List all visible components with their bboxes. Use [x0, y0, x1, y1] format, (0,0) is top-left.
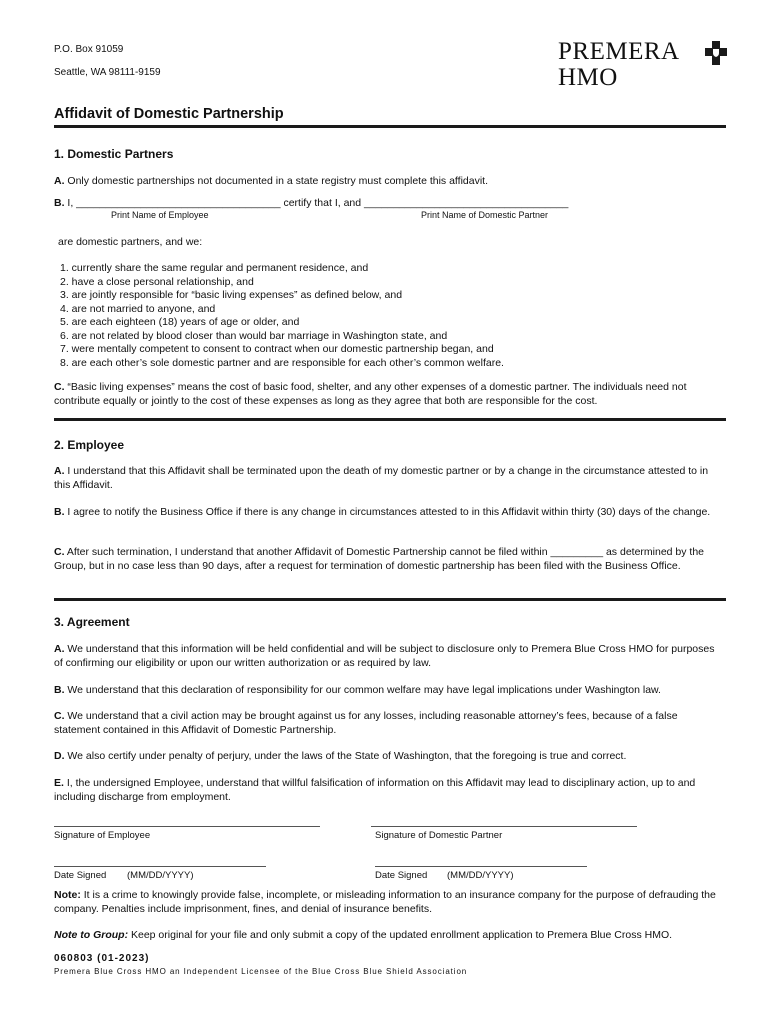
section-2-b: [54, 506, 726, 520]
group-note-text: Keep original for your file and only submit a copy of the updated enrollment application to Premera Blue Cross HMO.: [128, 929, 673, 941]
item-letter: C.: [54, 546, 65, 558]
item-text: I understand that this Affidavit shall be terminated upon the death of my domestic partner or by a change in the circumstance attested to in this Affidavit.: [54, 465, 709, 491]
list-item: 4. are not married to anyone, and: [60, 302, 216, 315]
address-line-2: Seattle, WA 98111-9159: [54, 67, 161, 78]
section-3-heading: 3. Agreement: [54, 615, 130, 629]
item-letter: E.: [54, 777, 64, 789]
section-2-c[interactable]: [54, 546, 726, 573]
divider: [54, 598, 726, 601]
item-text: We understand that a civil action may be brought against us for any losses, including reasonable attorney’s fees, because of a false statement contained in this Affidavit of Domestic Partnership.: [54, 710, 678, 736]
logo-wordmark: PREMERA: [558, 38, 680, 65]
criteria-list: [60, 262, 720, 370]
section-1-c: [54, 381, 726, 408]
item-letter: C.: [54, 710, 65, 722]
section-3-c: [54, 710, 726, 737]
note-text: It is a crime to knowingly provide false, incomplete, or misleading information to an insurance company for the purpose of defrauding the company. Penalties include imprisonment, fines, and denial of insurance benefits.: [54, 889, 716, 915]
form-code: 060803 (01-2023): [54, 953, 150, 964]
item-letter: A.: [54, 175, 65, 187]
item-letter: A.: [54, 465, 65, 477]
group-note-label: Note to Group:: [54, 929, 129, 941]
label-employee-name: Print Name of Employee: [111, 210, 209, 220]
section-1-a: [54, 175, 726, 189]
item-text: We understand that this information will be held confidential and will be subject to disclosure only to Premera Blue Cross HMO for purposes of confirming our eligibility or upon our written authorization or as required by law.: [54, 643, 715, 669]
list-item: 3. are jointly responsible for “basic living expenses” as defined below, and: [60, 289, 403, 301]
item-letter: A.: [54, 643, 65, 655]
note-label: Note:: [54, 889, 81, 901]
item-letter: B.: [54, 684, 65, 696]
item-letter: B.: [54, 506, 65, 518]
divider: [54, 418, 726, 421]
employee-date-line[interactable]: [54, 866, 266, 867]
item-letter: D.: [54, 750, 65, 762]
list-item: 5. are each eighteen (18) years of age or older, and: [60, 316, 300, 328]
item-letter: B.: [54, 197, 65, 209]
item-text: We understand that this declaration of responsibility for our common welfare may have legal implications under Washington law.: [64, 684, 661, 696]
employee-date-format: (MM/DD/YYYY): [127, 870, 194, 881]
partner-signature-line[interactable]: [371, 826, 637, 827]
item-text: I, the undersigned Employee, understand that willful falsification of information on this Affidavit may lead to disciplinary action, up to and including discharge from employment.: [54, 777, 696, 803]
section-3-b: [54, 684, 726, 698]
item-letter: C.: [54, 381, 65, 393]
footer-licensee-text: Premera Blue Cross HMO an Independent Licensee of the Blue Cross Blue Shield Association: [54, 967, 468, 976]
group-note: [54, 929, 726, 943]
partner-date-format: (MM/DD/YYYY): [447, 870, 514, 881]
legal-note: [54, 889, 726, 916]
name-fill-in-line[interactable]: I, ___________________________________ certify that I, and ___________________________________: [64, 197, 569, 209]
partner-date-line[interactable]: [375, 866, 587, 867]
section-3-e: [54, 777, 726, 804]
item-text: We also certify under penalty of perjury, under the laws of the State of Washington, that the foregoing is true and correct.: [64, 750, 627, 762]
section-2-heading: 2. Employee: [54, 438, 125, 452]
partner-signature-label: Signature of Domestic Partner: [375, 830, 503, 841]
employee-signature-line[interactable]: [54, 826, 320, 827]
divider: [54, 125, 726, 128]
termination-period-fill-in[interactable]: After such termination, I understand that another Affidavit of Domestic Partnership cannot be filed within _________ as determined by the Group, but in no case less than 90 days, after a request for termination of domestic partnership has been filed with the Business Office.: [54, 546, 705, 572]
premera-logo: [558, 38, 728, 94]
item-text: Only domestic partnerships not documented in a state registry must complete this affidavit.: [64, 175, 489, 187]
employee-signature-label: Signature of Employee: [54, 830, 151, 841]
list-item: 1. currently share the same regular and permanent residence, and: [60, 262, 369, 274]
cross-shield-icon: [704, 40, 728, 66]
address-line-1: P.O. Box 91059: [54, 44, 124, 55]
list-item: 6. are not related by blood closer than would bar marriage in Washington state, and: [60, 329, 448, 342]
section-3-a: [54, 643, 726, 670]
item-text: I agree to notify the Business Office if there is any change in circumstances attested to in this Affidavit within thirty (30) days of the change.: [64, 506, 711, 518]
employee-date-label: Date Signed: [54, 870, 107, 881]
section-1-intro: are domestic partners, and we:: [58, 236, 203, 248]
section-2-a: [54, 465, 726, 492]
logo-subword: HMO: [558, 64, 618, 91]
section-1-b[interactable]: [54, 197, 726, 211]
item-text: “Basic living expenses” means the cost of basic food, shelter, and any other expenses of a domestic partner. The individuals need not contribute equally or jointly to the cost of these expenses as long as they agree that both are responsible for the cost.: [54, 381, 687, 407]
section-1-heading: 1. Domestic Partners: [54, 147, 174, 161]
list-item: 7. were mentally competent to consent to contract when our domestic partnership began, and: [60, 343, 494, 355]
page-title: Affidavit of Domestic Partnership: [54, 106, 284, 122]
list-item: 2. have a close personal relationship, and: [60, 275, 254, 288]
partner-date-label: Date Signed: [375, 870, 428, 881]
section-3-d: [54, 750, 726, 764]
list-item: 8. are each other’s sole domestic partner and are responsible for each other’s common welfare.: [60, 356, 504, 369]
label-partner-name: Print Name of Domestic Partner: [421, 210, 549, 220]
